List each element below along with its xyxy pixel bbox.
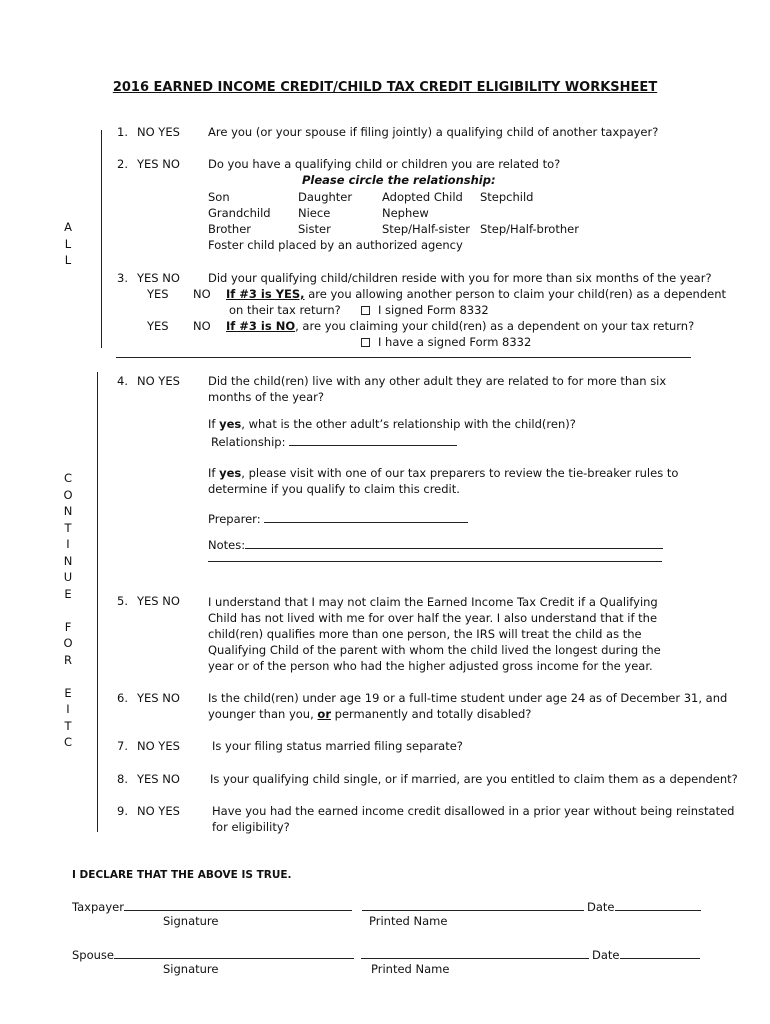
side-continue-letter: O (63, 487, 73, 502)
q8-options[interactable]: YES NO (137, 772, 180, 786)
rel-step-half-sister[interactable]: Step/Half-sister (382, 222, 471, 236)
q6-text-line2 (208, 707, 531, 721)
spouse-date-label: Date (592, 948, 620, 962)
rel-stepchild[interactable]: Stepchild (480, 190, 534, 204)
q4-rel-yes: yes (219, 417, 242, 431)
q6-line2-c: permanently and totally disabled? (331, 707, 532, 721)
taxpayer-printed-field[interactable] (362, 898, 584, 914)
q2-circle-instruction: Please circle the relationship: (302, 173, 496, 187)
section-divider (116, 357, 691, 358)
q4-tb-yes: yes (219, 466, 242, 480)
q3b-form-8332[interactable] (361, 335, 531, 349)
q3b-no[interactable]: NO (193, 319, 211, 333)
taxpayer-signature-field[interactable] (72, 898, 352, 914)
q4-tb-prefix: If (208, 466, 220, 480)
rel-foster-child[interactable]: Foster child placed by an authorized agency (208, 238, 463, 252)
q4-tb-rest: , please visit with one of our tax preparers to review the tie-breaker rules to (241, 466, 679, 480)
preparer-field[interactable] (208, 510, 468, 526)
q3a-form-label: I signed Form 8332 (378, 303, 489, 317)
q4-relationship-question (208, 417, 576, 431)
side-continue-letter: R (64, 652, 72, 667)
side-continue-letter: E (64, 586, 72, 601)
q3b-rest: , are you claiming your child(ren) as a dependent on your tax return? (295, 319, 695, 333)
spouse-signature-field[interactable] (72, 946, 354, 962)
notes-line[interactable] (245, 536, 663, 549)
side-continue-letter: C (63, 735, 73, 749)
side-all-letter: A (64, 220, 72, 234)
q4-number: 4. (117, 374, 128, 388)
relationship-label: Relationship: (211, 435, 286, 449)
side-all-letter: L (64, 236, 72, 251)
notes-label: Notes: (208, 538, 246, 552)
taxpayer-signature-line[interactable] (124, 898, 352, 911)
notes-line-2[interactable] (208, 561, 662, 562)
q2-text: Do you have a qualifying child or children you are related to? (208, 157, 561, 171)
q4-rel-rest: , what is the other adult’s relationship with the child(ren)? (241, 417, 576, 431)
relationship-line[interactable] (289, 433, 457, 446)
rel-step-half-brother[interactable]: Step/Half-brother (480, 222, 579, 236)
q3b-lead: If #3 is NO (226, 319, 296, 333)
taxpayer-date-field[interactable] (587, 898, 701, 914)
side-continue-letter (61, 668, 75, 685)
q6-options[interactable]: YES NO (137, 691, 180, 705)
taxpayer-date-label: Date (587, 900, 615, 914)
side-continue-letter: O (63, 636, 73, 650)
side-continue-letter: I (66, 702, 70, 716)
taxpayer-printed-line[interactable] (362, 898, 584, 911)
spouse-printed-caption: Printed Name (371, 962, 450, 976)
q3b-text (226, 319, 694, 333)
q3-number: 3. (117, 271, 128, 285)
q4-tiebreaker-line2: determine if you qualify to claim this credit. (208, 482, 460, 496)
brace-continue (97, 372, 98, 832)
q6-line2-a: younger than you, (208, 707, 318, 721)
spouse-signature-line[interactable] (114, 946, 354, 959)
q6-text: Is the child(ren) under age 19 or a full-time student under age 24 as of December 31, and (208, 691, 728, 705)
q7-number: 7. (117, 739, 128, 753)
rel-grandchild[interactable]: Grandchild (208, 206, 271, 220)
notes-field[interactable] (208, 536, 663, 552)
q6-number: 6. (117, 691, 128, 705)
q2-number: 2. (117, 157, 128, 171)
side-continue-letter: C (63, 471, 73, 485)
q4-tiebreaker-text (208, 466, 678, 480)
checkbox-icon[interactable] (361, 306, 370, 315)
q3a-rest: are you allowing another person to claim your child(ren) as a dependent (304, 287, 726, 301)
rel-sister[interactable]: Sister (298, 222, 331, 236)
q3-text: Did your qualifying child/children reside with you for more than six months of the year? (208, 271, 712, 285)
rel-daughter[interactable]: Daughter (298, 190, 353, 204)
spouse-printed-line[interactable] (361, 946, 589, 959)
q4-rel-prefix: If (208, 417, 220, 431)
preparer-line[interactable] (264, 510, 468, 523)
q6-line2-or: or (317, 707, 331, 721)
rel-son[interactable]: Son (208, 190, 230, 204)
q4-text-line2: months of the year? (208, 390, 324, 404)
q7-options[interactable]: NO YES (137, 739, 180, 753)
taxpayer-printed-caption: Printed Name (369, 914, 448, 928)
q5-number: 5. (117, 594, 128, 608)
side-label-all (61, 219, 75, 269)
side-continue-letter: U (63, 570, 73, 584)
taxpayer-label: Taxpayer (72, 900, 124, 914)
q9-text-line2: for eligibility? (212, 820, 290, 834)
side-label-continue-for-eitc (61, 470, 75, 751)
q7-text: Is your filing status married filing separate? (212, 739, 463, 753)
side-continue-letter: T (64, 520, 72, 535)
q3a-lead: If #3 is YES, (226, 287, 305, 301)
q9-number: 9. (117, 804, 128, 818)
q5-text: I understand that I may not claim the Earned Income Tax Credit if a Qualifying Child has not lived with me for over half the year. I also understand that if the child(ren) qualifies more than one person, the IRS will treat the child as the Qualifying Child of the parent with whom the child lived the longest during the year or of the person who had the higher adjusted gross income for the year. (208, 595, 661, 673)
spouse-label: Spouse (72, 948, 114, 962)
spouse-date-line[interactable] (620, 946, 700, 959)
spouse-date-field[interactable] (592, 946, 700, 962)
q4-options[interactable]: NO YES (137, 374, 180, 388)
rel-adopted-child[interactable]: Adopted Child (382, 190, 463, 204)
q8-number: 8. (117, 772, 128, 786)
side-all-letter: L (64, 253, 72, 267)
declaration: I DECLARE THAT THE ABOVE IS TRUE. (72, 869, 292, 881)
q3a-form-8332[interactable] (361, 303, 489, 317)
q9-text: Have you had the earned income credit disallowed in a prior year without being reinstated (212, 804, 735, 818)
side-continue-letter: I (66, 537, 70, 551)
q8-text: Is your qualifying child single, or if married, are you entitled to claim them as a dependent? (210, 772, 738, 786)
side-continue-letter: E (64, 685, 72, 700)
q3a-text (226, 287, 726, 301)
q3-options[interactable]: YES NO (137, 271, 180, 285)
side-continue-letter: N (63, 504, 73, 518)
relationship-field[interactable] (211, 433, 457, 449)
q3a-no[interactable]: NO (193, 287, 211, 301)
preparer-label: Preparer: (208, 512, 261, 526)
q1-text: Are you (or your spouse if filing jointly) a qualifying child of another taxpayer? (208, 125, 659, 139)
side-continue-letter: T (64, 718, 72, 733)
rel-brother[interactable]: Brother (208, 222, 252, 236)
q1-number: 1. (117, 125, 128, 139)
side-continue-letter (61, 602, 75, 619)
side-continue-letter: N (63, 553, 73, 568)
q9-options[interactable]: NO YES (137, 804, 180, 818)
q3a-text-line2: on their tax return? (229, 303, 341, 317)
rel-nephew[interactable]: Nephew (382, 206, 429, 220)
q4-text: Did the child(ren) live with any other adult they are related to for more than six (208, 374, 667, 388)
taxpayer-signature-caption: Signature (163, 914, 219, 928)
rel-niece[interactable]: Niece (298, 206, 331, 220)
q2-options[interactable]: YES NO (137, 157, 180, 171)
page-title: 2016 EARNED INCOME CREDIT/CHILD TAX CREDIT ELIGIBILITY WORKSHEET (112, 80, 658, 95)
brace-all (101, 130, 102, 348)
checkbox-icon[interactable] (361, 338, 370, 347)
taxpayer-date-line[interactable] (615, 898, 701, 911)
side-continue-letter: F (64, 619, 72, 634)
q5-options[interactable]: YES NO (137, 594, 180, 608)
spouse-printed-field[interactable] (361, 946, 589, 962)
q1-options[interactable]: NO YES (137, 125, 180, 139)
q3b-form-label: I have a signed Form 8332 (378, 335, 532, 349)
q3b-yes[interactable]: YES (147, 319, 169, 333)
q3a-yes[interactable]: YES (147, 287, 169, 301)
spouse-signature-caption: Signature (163, 962, 219, 976)
